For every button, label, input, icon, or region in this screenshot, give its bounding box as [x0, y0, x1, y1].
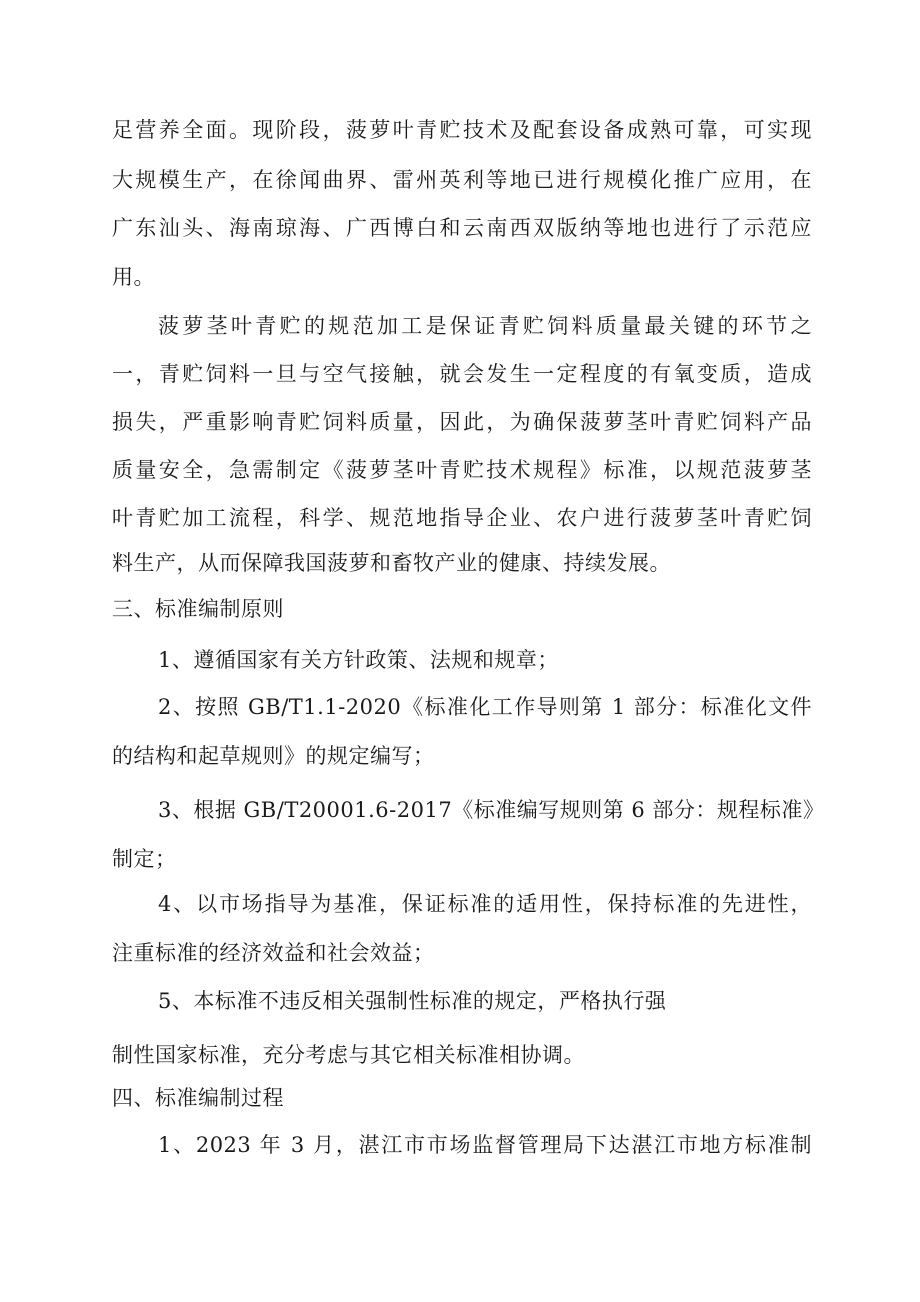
paragraph-line: 损失，严重影响青贮饲料质量，因此，为确保菠萝茎叶青贮饲料产品: [112, 410, 812, 434]
paragraph-line: 用。: [112, 265, 155, 289]
paragraph-line: 质量安全，急需制定《菠萝茎叶青贮技术规程》标准，以规范菠萝茎: [112, 458, 812, 482]
paragraph-line: 大规模生产，在徐闻曲界、雷州英利等地已进行规模化推广应用，在: [112, 168, 812, 192]
paragraph-line: 足营养全面。现阶段，菠萝叶青贮技术及配套设备成熟可靠，可实现: [112, 118, 812, 142]
section-heading: 三、标准编制原则: [112, 597, 284, 621]
paragraph-line: 一，青贮饲料一旦与空气接触，就会发生一定程度的有氧变质，造成: [112, 362, 812, 386]
paragraph-line: 叶青贮加工流程，科学、规范地指导企业、农户进行菠萝茎叶青贮饲: [112, 506, 812, 530]
paragraph-line: 菠萝茎叶青贮的规范加工是保证青贮饲料质量最关键的环节之: [158, 314, 812, 338]
list-item-line: 制定；: [112, 847, 177, 871]
list-item-line: 1、2023 年 3 月，湛江市市场监督管理局下达湛江市地方标准制: [158, 1133, 812, 1157]
paragraph-line: 料生产，从而保障我国菠萝和畜牧产业的健康、持续发展。: [112, 551, 671, 575]
list-item-line: 4、以市场指导为基准，保证标准的适用性，保持标准的先进性，: [158, 892, 812, 916]
list-item-line: 注重标准的经济效益和社会效益；: [112, 941, 435, 965]
paragraph-line: 广东汕头、海南琼海、广西博白和云南西双版纳等地也进行了示范应: [112, 216, 812, 240]
list-item-line: 2、按照 GB/T1.1-2020《标准化工作导则第 1 部分：标准化文件: [158, 695, 812, 719]
list-item-line: 3、根据 GB/T20001.6-2017《标准编写规则第 6 部分：规程标准》: [158, 798, 825, 822]
section-heading: 四、标准编制过程: [112, 1086, 284, 1110]
list-item-line: 制性国家标准，充分考虑与其它相关标准相协调。: [112, 1043, 585, 1067]
list-item-line: 5、本标准不违反相关强制性标准的规定，严格执行强: [158, 989, 667, 1013]
list-item-line: 的结构和起草规则》的规定编写；: [112, 744, 435, 768]
list-item-line: 1、遵循国家有关方针政策、法规和规章；: [158, 648, 559, 672]
